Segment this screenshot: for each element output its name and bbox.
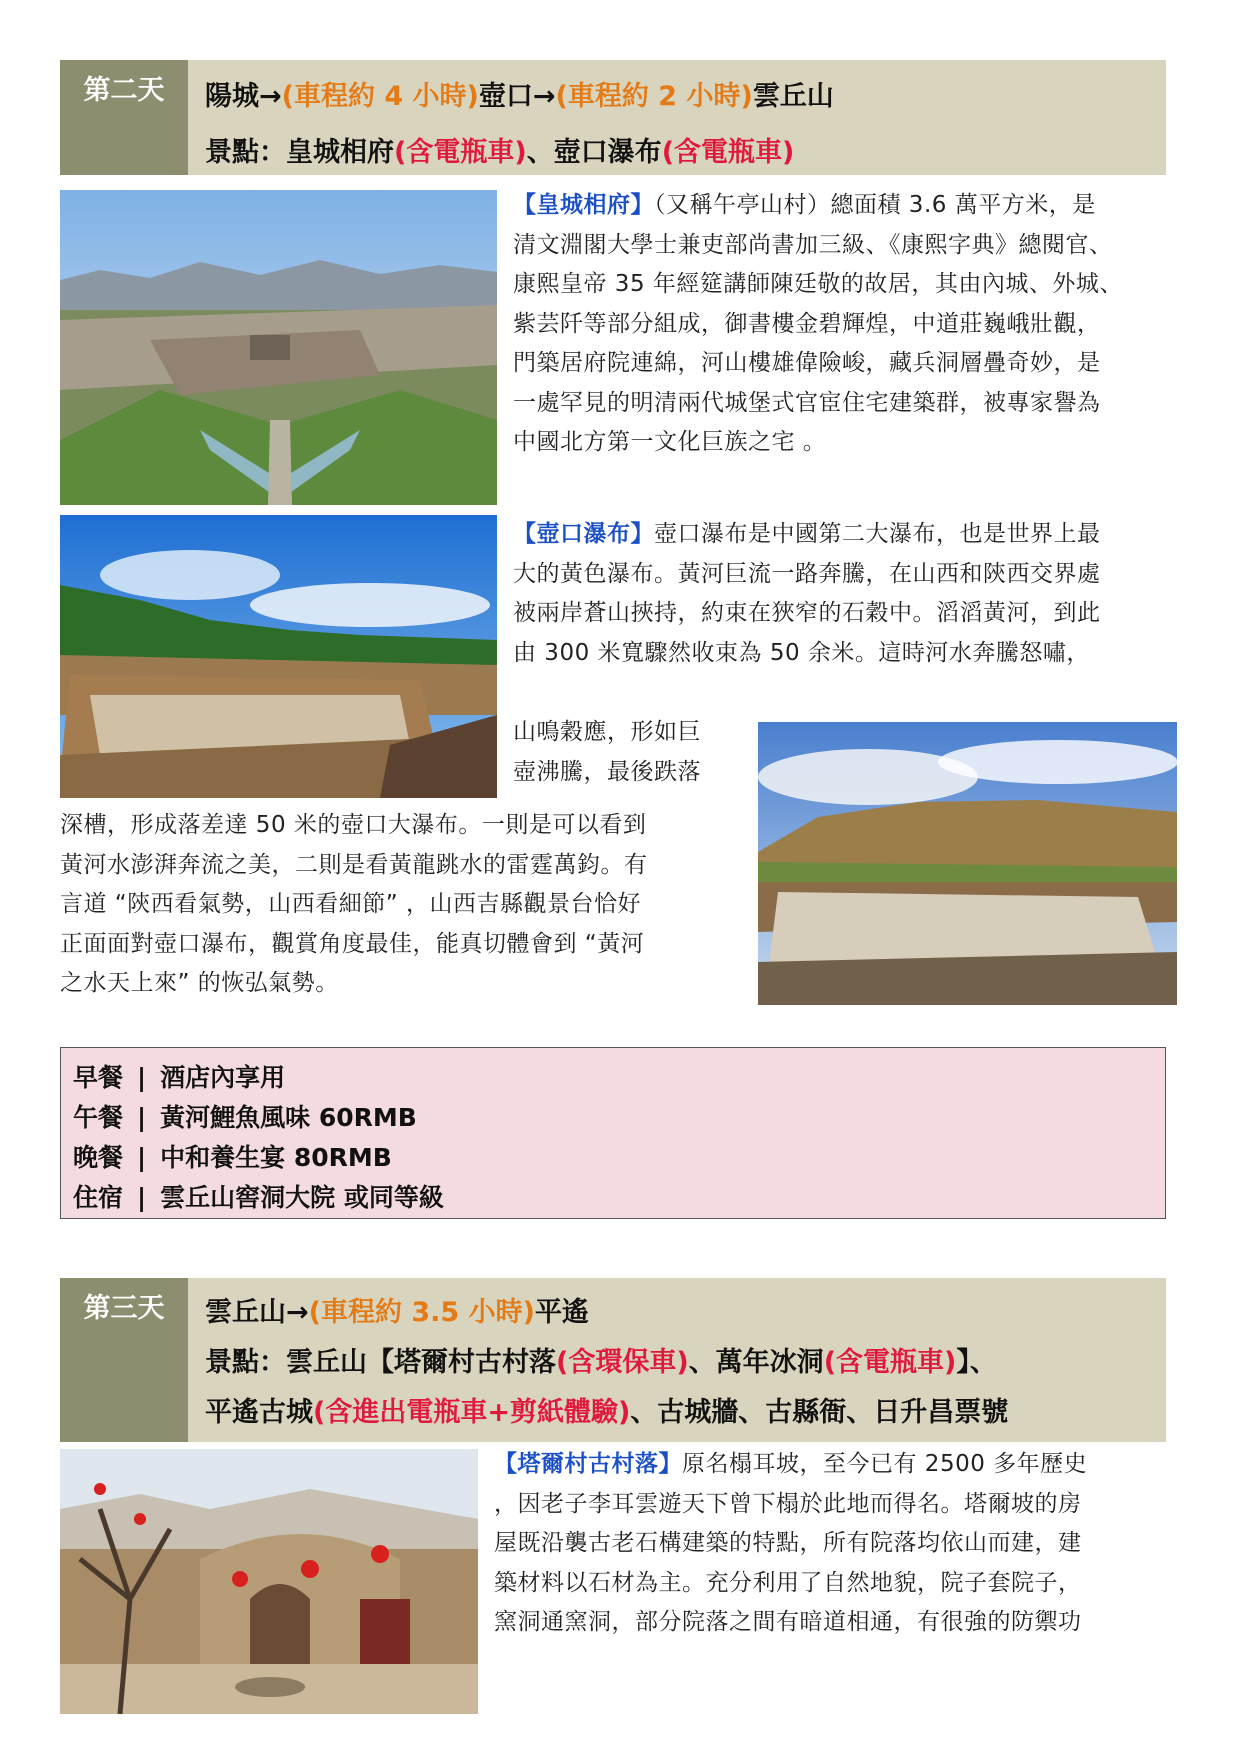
day3-header: [60, 1278, 1166, 1442]
taer-title: 【塔爾村古村落】: [494, 1451, 682, 1477]
hukou-title: 【壺口瀑布】: [513, 521, 654, 547]
taer-village-photo: [60, 1449, 478, 1714]
meal-lunch: 午餐 | 黃河鯉魚風味 60RMB: [73, 1103, 417, 1132]
huangcheng-title: 【皇城相府】: [513, 192, 654, 218]
meal-accommodation: 住宿 | 雲丘山窖洞大院 或同等級: [73, 1183, 444, 1212]
day2-header: [60, 60, 1166, 175]
huangcheng-description: 【皇城相府】（又稱午亭山村）總面積 3.6 萬平方米，是 清文淵閣大學士兼吏部尚書加三級、《康熙字典》總閱官、 康熙皇帝 35 年經筵講師陳廷敬的故居，其由內城、外城、 紫芸阡等部分組成，御書樓金碧輝煌，中道莊巍峨壯觀， 門築居府院連綿，河山樓雄偉險峻，藏兵洞層疊奇妙，是 一處罕見的明清兩代城堡式官宦住宅建築群，被專家譽為 中國北方第一文化巨族之宅 。: [513, 192, 1123, 455]
hukou-description-top: 【壺口瀑布】壺口瀑布是中國第二大瀑布，也是世界上最 大的黃色瀑布。黃河巨流一路奔騰，在山西和陝西交界處 被兩岸蒼山挾持，約束在狹窄的石穀中。滔滔黃河，到此 由 300 米寬驟然收束為 50 余米。這時河水奔騰怒嘯，: [513, 521, 1101, 666]
hukou-description-bottom: 深槽，形成落差達 50 米的壺口大瀑布。一則是可以看到 黃河水澎湃奔流之美，二則是看黃龍跳水的雷霆萬鈞。有 言道 “陝西看氣勢，山西看細節” ，山西吉縣觀景台恰好 正面面對壺口瀑布，觀賞角度最佳，能真切體會到 “黃河 之水天上來” 的恢弘氣勢。: [60, 812, 648, 996]
day3-label: 第三天: [60, 1278, 188, 1442]
day3-route: 雲丘山→(車程約 3.5 小時)平遙: [205, 1297, 589, 1328]
day2-label: 第二天: [60, 60, 188, 175]
huangcheng-xiangfu-photo: [60, 190, 497, 505]
meal-breakfast: 早餐 | 酒店內享用: [73, 1063, 286, 1092]
taer-description: 【塔爾村古村落】原名榻耳坡，至今已有 2500 多年歷史 ，因老子李耳雲遊天下曾下榻於此地而得名。塔爾坡的房 屋既沿襲古老石構建築的特點，所有院落均依山而建，建 築材料以石材為主。充分利用了自然地貌，院子套院子， 窯洞通窯洞，部分院落之間有暗道相通，有很強的防禦功: [494, 1451, 1088, 1635]
day2-spots: 景點：皇城相府(含電瓶車)、壺口瀑布(含電瓶車): [205, 137, 795, 168]
meal-dinner: 晚餐 | 中和養生宴 80RMB: [73, 1143, 392, 1172]
day3-spots-line1: 景點：雲丘山【塔爾村古村落(含環保車)、萬年冰洞(含電瓶車)】、: [205, 1347, 997, 1378]
day2-meal-box: [60, 1047, 1166, 1219]
day2-route: 陽城→(車程約 4 小時)壺口→(車程約 2 小時)雲丘山: [205, 81, 834, 112]
hukou-waterfall-photo-1: [60, 515, 497, 798]
hukou-description-middle: 山鳴穀應，形如巨 壺沸騰，最後跌落: [513, 719, 701, 785]
day3-spots-line2: 平遙古城(含進出電瓶車+剪紙體驗)、古城牆、古縣衙、日升昌票號: [205, 1397, 1009, 1428]
hukou-waterfall-photo-2: [758, 722, 1177, 1005]
